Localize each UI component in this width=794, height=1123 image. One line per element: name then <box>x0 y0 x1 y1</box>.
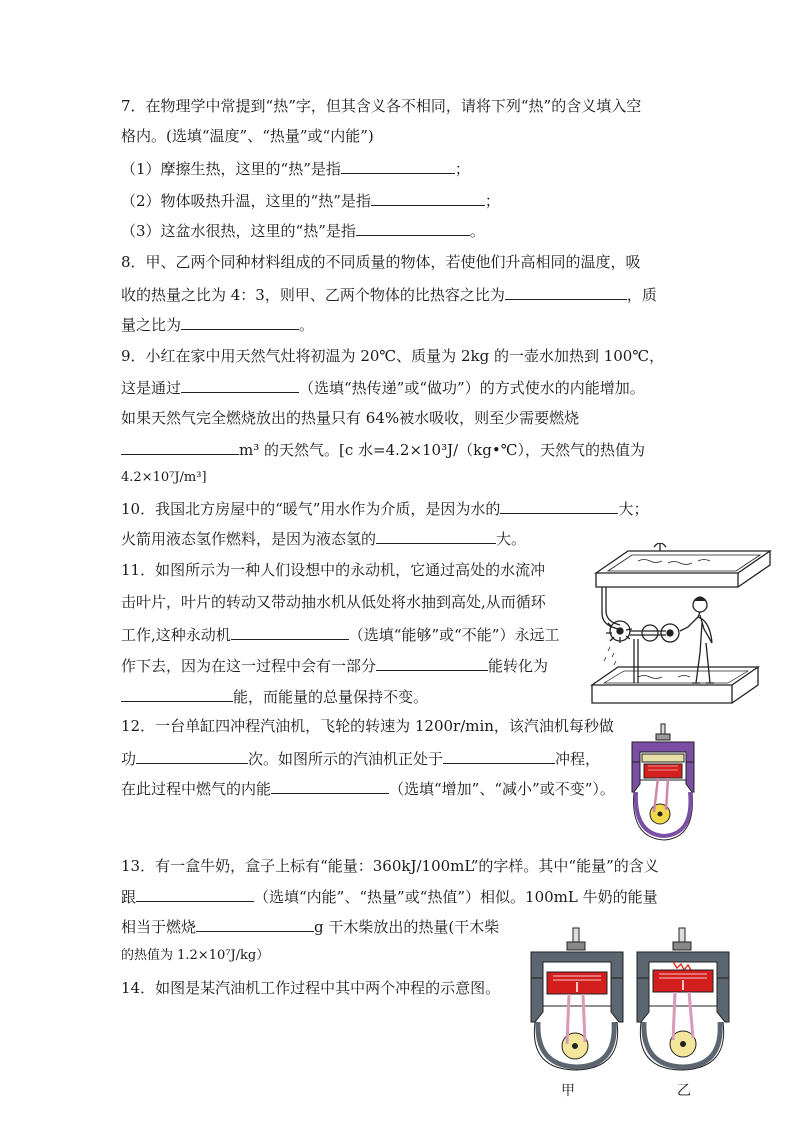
answer-blank[interactable] <box>505 284 627 300</box>
q12-line-1: 12．一台单缸四冲程汽油机，飞轮的转速为 1200r/min，该汽油机每秒做 <box>121 717 614 735</box>
q7-line-1: 7．在物理学中常提到“热”字，但其含义各不相同，请将下列“热”的含义填入空 <box>121 97 642 115</box>
q10-line-1: 10．我国北方房屋中的“暖气”用水作为介质，是因为水的 大； <box>121 500 649 518</box>
q11-line-3: 工作,这种永动机 （选填“能够”或“不能”）永远工 <box>121 626 560 644</box>
q11-line-4: 作下去，因为在这一过程中会有一部分 能转化为 <box>121 657 549 675</box>
perpetual-motion-machine-figure <box>588 543 776 719</box>
answer-blank[interactable] <box>356 220 470 236</box>
q11-line-2: 击叶片，叶片的转动又带动抽水机从低处将水抽到高处,从而循环 <box>121 593 546 611</box>
q13-line-4: 的热值为 1.2×10⁷J/kg） <box>121 948 270 963</box>
answer-blank[interactable] <box>121 686 233 702</box>
q9-line-5: 4.2×10⁷J/m³] <box>121 470 207 485</box>
answer-blank[interactable] <box>341 158 455 174</box>
q11-line-1: 11．如图所示为一种人们设想中的永动机，它通过高处的水流冲 <box>121 561 546 579</box>
answer-blank[interactable] <box>181 377 299 393</box>
q7-sub-1: （1）摩擦生热，这里的“热”是指 ； <box>121 160 470 178</box>
q8-line-3: 量之比为 。 <box>121 316 315 334</box>
answer-blank[interactable] <box>443 748 555 764</box>
answer-blank[interactable] <box>121 439 239 455</box>
q8-line-2: 收的热量之比为 4：3，则甲、乙两个物体的比热容之比为 ，质 <box>121 286 657 304</box>
q9-line-4: m³ 的天然气。[c 水=4.2×10³J/（kg•℃），天然气的热值为 <box>121 439 645 460</box>
figure-label-yi: 乙 <box>677 1083 691 1099</box>
answer-blank[interactable] <box>181 314 299 330</box>
q8-line-1: 8．甲、乙两个同种材料组成的不同质量的物体，若使他们升高相同的温度，吸 <box>121 253 641 271</box>
engine-figure-yi <box>633 926 733 1072</box>
q11-line-5: 能，而能量的总量保持不变。 <box>121 686 428 707</box>
q9-line-3: 如果天然气完全燃烧放出的热量只有 64%被水吸收，则至少需要燃烧 <box>121 409 580 427</box>
answer-blank[interactable] <box>371 190 485 206</box>
answer-blank[interactable] <box>231 624 349 640</box>
q7-line-2: 格内。(选填“温度”、“热量”或“内能”) <box>121 127 374 145</box>
answer-blank[interactable] <box>136 886 254 902</box>
q7-sub-2: （2）物体吸热升温，这里的“热”是指 ； <box>121 192 500 210</box>
q9-line-2: 这是通过 （选填“热传递”或“做功”）的方式使水的内能增加。 <box>121 379 645 397</box>
answer-blank[interactable] <box>376 528 496 544</box>
engine-figure-jia <box>527 926 627 1072</box>
answer-blank[interactable] <box>196 916 314 932</box>
figure-label-jia: 甲 <box>561 1083 575 1099</box>
answer-blank[interactable] <box>271 778 389 794</box>
q9-line-1: 9．小红在家中用天然气灶将初温为 20℃、质量为 2kg 的一壶水加热到 100℃， <box>121 347 665 365</box>
answer-blank[interactable] <box>500 498 618 514</box>
q13-line-2: 跟 （选填“内能”、“热量”或“热值”）相似。100mL 牛奶的能量 <box>121 888 658 906</box>
q12-line-2: 功 次。如图所示的汽油机正处于 冲程， <box>121 750 601 768</box>
q12-line-3: 在此过程中燃气的内能 （选填“增加”、“减小”或不变”）。 <box>121 780 615 798</box>
q13-line-1: 13．有一盒牛奶，盒子上标有“能量：360kJ/100mL”的字样。其中“能量”的含义 <box>121 857 659 875</box>
q14-line-1: 14．如图是某汽油机工作过程中其中两个冲程的示意图。 <box>121 979 501 997</box>
q7-sub-3: （3）这盆水很热，这里的“热”是指 。 <box>121 222 485 240</box>
q13-line-3: 相当于燃烧 g 干木柴放出的热量(干木柴 <box>121 918 500 936</box>
q10-line-2: 火箭用液态氢作燃料，是因为液态氢的 大。 <box>121 530 527 548</box>
answer-blank[interactable] <box>136 748 248 764</box>
engine-figure-q12 <box>628 722 698 844</box>
answer-blank[interactable] <box>376 655 488 671</box>
